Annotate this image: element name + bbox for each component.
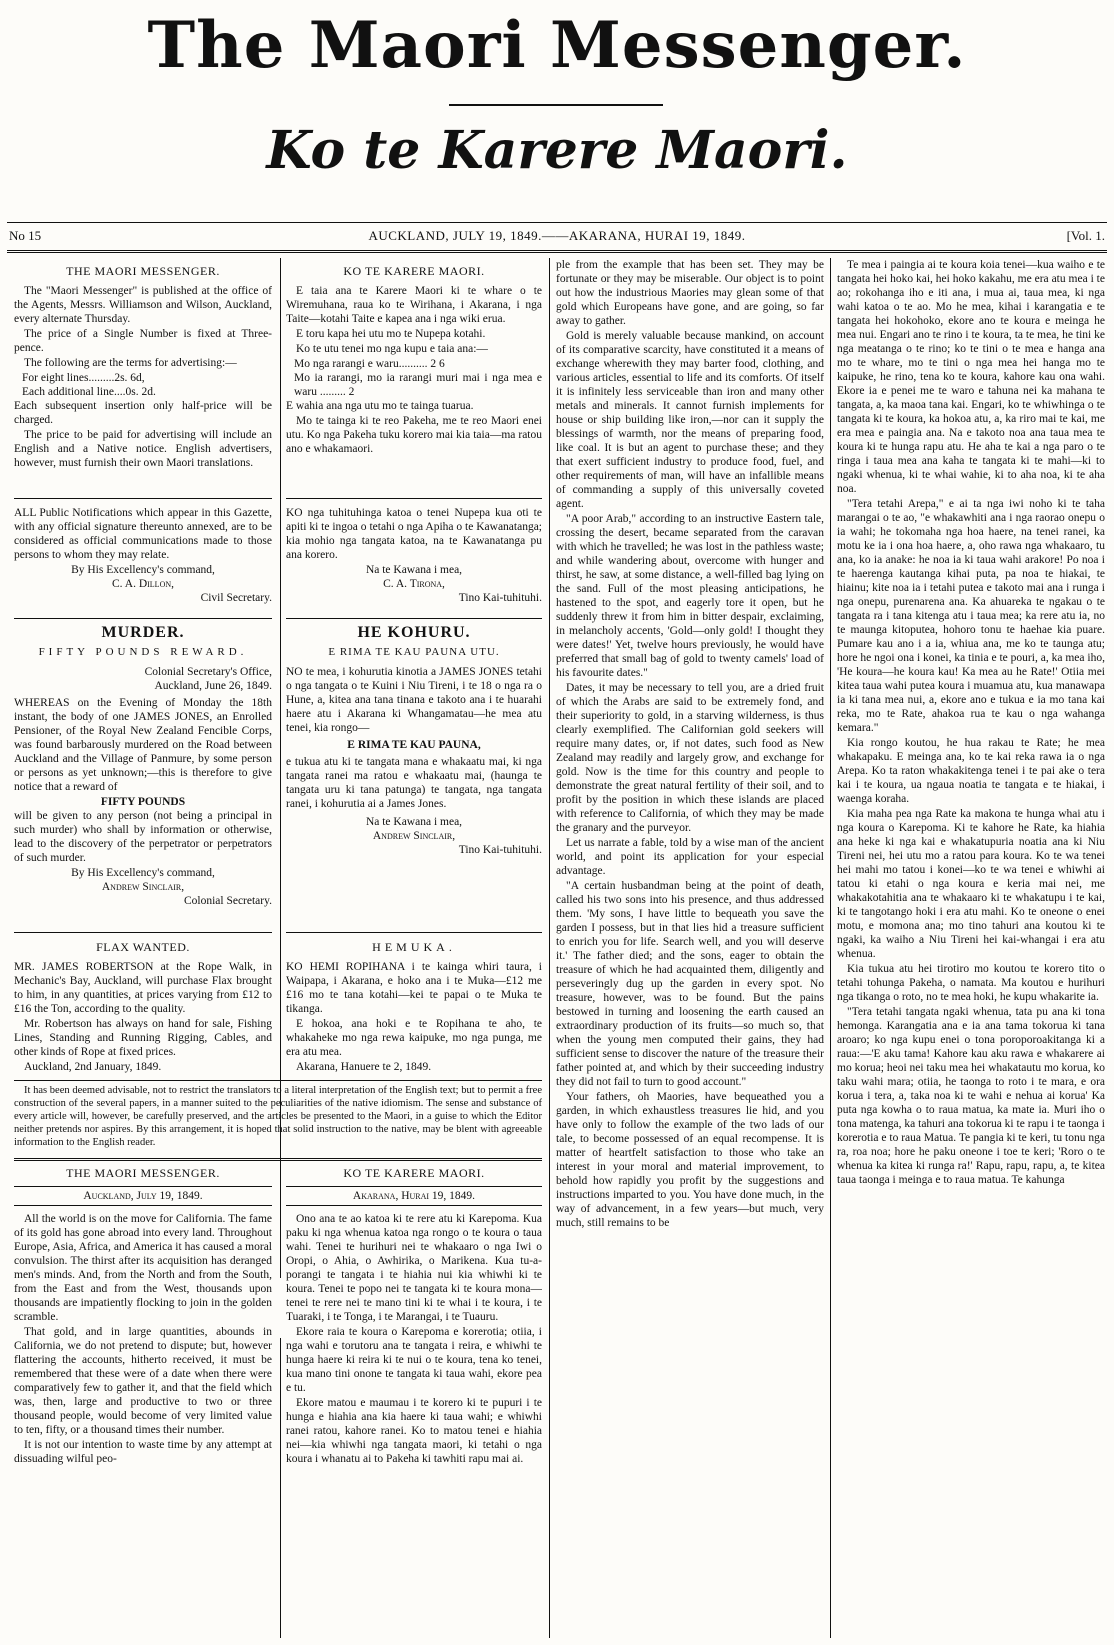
- section-rule: [14, 498, 272, 499]
- editorial-maori: [286, 1164, 542, 1639]
- paragraph: Te mea i paingia ai te koura koia tenei—kua waiho e te tangata hei hoko kai, hei hoko kakahu, me era atu mea i te ao; rokohanga iho e iti ana, i mua ai, taua mea, ki nga wahi katoa o te ao. Mo he mea, kihai i karangatia e te tangata hei hokohoko, ekore ano te koura e meinga he mea nui. Engari ano te rino i te koura, ta te mea, he tini ke nga meatanga o te rino; ko te tini o te mea e hanga ana mo te whare, mo te tini o nga mea hei hanga mo te kaipuke, he rino, tena ko te koura, kahore kau ona wahi. Ekore ia e penei me te waro e tahuna nei ka mahana te tangata, a, ka maoa tana kai. Engari, ko te whiwhinga o te tangata ki te koura, ka hokoa atu, a, ka riro mai te kai, me era mea e paingia ana. Na e takoto noa ana taua mea te koura ki te hunga rapu atu. He aha te kai a nga paro o te ringa i taua mea ana kaha te tangata ki te mahi—ki to ngaki whenua, ki te whai wahie, ki to aha noa, ki te aha noa.: [837, 259, 1105, 495]
- paragraph: NO te mea, i kohurutia kinotia a JAMES JONES tetahi o nga tangata o te Kuini i Niu Tireni, i te 18 o nga ra o Hune, a, kitea ana tana tinana e takoto ana i te huarahi haere atu i Akarana ki Whangamatau—he mea atu tenei, kia rongo—: [286, 666, 542, 734]
- paragraph: Dates, it may be necessary to tell you, are a dried fruit of which the Arabs are said to be extremely fond, and their superiority to gold, in a starving wilderness, is thus clearly exemplified. The Californian gold seekers will require many dates, or, if not dates, such food as New Zealand may readily and largely grow, and exchange for gold. Now is the time for this country and people to demonstrate the great natural fertility of their soil, and to profit by the position in which these islands are placed with reference to California, of which they may be made the granary and the purveyor.: [556, 682, 824, 834]
- section-heading: HEMUKA.: [372, 940, 456, 954]
- signature-title: Tino Kai-tuhituhi.: [458, 592, 542, 604]
- masthead-subtitle: Ko te Karere Maori.: [266, 120, 848, 181]
- section-rule: [14, 932, 272, 933]
- rate-line: For eight lines.........2s. 6d,: [22, 372, 145, 384]
- paragraph: Kia maha pea nga Rate ka makona te hunga whai atu i nga koura o Karepoma. Ki te kahore he Rate, ka hiahia ana heke ki nga kai e whakatupuria noatia ana ki Niu Tireni nei, hei utu mo a ratou para koura. Ko te wa tenei hei mahi mo tatou i konei—ko te wa tenei e whiwhi ai tatou ki etahi o nga koura e keria mai nei, me whakakotahitia ana te whakaaro ki te whakatupu i te kai, ki te tangotango hoki i era atu mahi. Ko te oneone o enei motu, e momona ana; mo tino tahuri ana koutou ki te ngaki, ka waiho a Niu Tireni hei kai-whangai i era atu whenua.: [837, 808, 1105, 960]
- signature-name: C. A. Dillon,: [111, 578, 174, 590]
- paragraph: Mr. Robertson has always on hand for sale, Fishing Lines, Standing and Running Rigging, Cables, and other kinds of Rope at fixed prices.: [14, 1018, 272, 1058]
- paragraph: All the world is on the move for California. The fame of its gold has gone abroad into every land. Throughout Europe, Asia, Africa, and America it has caused a moral convulsion. The thirst after its acquisition has deranged men's minds. And, from the North and from the South, from the East and from the West, thousands upon thousands are impatiently flocking to join in the golden scramble.: [14, 1213, 272, 1323]
- reward-heading: FIFTY POUNDS REWARD.: [38, 646, 248, 658]
- paragraph: Auckland, 2nd January, 1849.: [24, 1061, 162, 1073]
- paragraph: ple from the example that has been set. They may be fortunate or they may be miserable. Our object is to point out how the industrious Maories may glean some of that gold which Europeans have gone, and are going, so far away to gather.: [556, 259, 824, 327]
- paragraph: Kia rongo koutou, he hua rakau te Rate; he mea whakapaku. E meinga ana, ko te kai reka rawa ia o nga Arepa. Ko ta raton whakakitenga tenei i te pai ake o tera kai i te koura, ua ngaua noatia te tangata e te hiakai, i waenga koraha.: [837, 737, 1105, 805]
- paragraph: Let us narrate a fable, told by a wise man of the ancient world, and point its application for your especial advantage.: [556, 837, 824, 877]
- paragraph: Mo te tainga ki te reo Pakeha, me te reo Maori enei utu. Ko nga Pakeha tuku korero mai kia taia—ma ratou ano e whakamaori.: [286, 415, 542, 455]
- section-heading: KO TE KARERE MAORI.: [343, 264, 485, 278]
- paragraph: WHEREAS on the Evening of Monday the 18th instant, the body of one JAMES JONES, an Enrolled Pensioner, of the Royal New Zealand Fencible Corps, was found barbarously murdered on the Road between Auckland and the Village of Panmure, by some person or persons as yet unknown;—this is therefore to give notice that a reward of: [14, 697, 272, 793]
- paragraph: MR. JAMES ROBERTSON at the Rope Walk, in Mechanic's Bay, Auckland, will purchase Flax brought to him, in any quantities, at prices varying from £12 to £16 the Ton, according to the quality.: [14, 961, 272, 1015]
- signature-name: C. A. Tirona,: [383, 578, 445, 590]
- section-rule: [286, 498, 542, 499]
- paragraph: The price of a Single Number is fixed at Three-pence.: [14, 328, 272, 354]
- paragraph: Each subsequent insertion only half-price will be charged.: [14, 400, 272, 426]
- rate-line: Mo ia rarangi, mo ia rarangi muri mai i nga mea e waru ......... 2: [294, 372, 542, 398]
- paragraph: KO nga tuhituhinga katoa o tenei Nupepa kua oti te apiti ki te ingoa o tetahi o nga Apiha o te Kawanatanga; kia mohio nga tangata katoa, na te Kawanatanga pu ana korero.: [286, 507, 542, 561]
- section-rule: [14, 1158, 542, 1161]
- section-heading: THE MAORI MESSENGER.: [66, 1166, 220, 1180]
- issue-date: AUCKLAND, JULY 19, 1849.——AKARANA, HURAI 19, 1849.: [368, 228, 746, 243]
- column-divider: [280, 1338, 281, 1638]
- paragraph: Akarana, Hanuere te 2, 1849.: [296, 1061, 432, 1073]
- issue-number: No 15: [9, 228, 42, 243]
- editorial-english-continued: [556, 258, 824, 1638]
- paragraph: "Tera tetahi Arepa," e ai ta nga iwi noho ki te taha marangai o te ao, "e whakawhiti ana i nga raorao onepu o ia wahi; he tokomaha nga hoa haere, na tenei ranei, ka motu ke ia i ona hoa haere, a, oho rawa nga whakaaro, tu ana, ko ia anake: he noa ia ki taua wahi arakore! Po noa i te haerenga kautanga kihai puta, pa noa te hiakai, te hiainu; kite noa ia i tetahi putea e takoto mai ana i runga i nga onepu, purenarena ana. Ka ahuareka te ngakau o te tangata ra i tana kitenga atu i taua mea; ka rere atu ia, no te maunga kitoputea, hohoro tonu te haehae kia puare. Pumare kau ano i a ia, whiua ana, me ko te taunga atu; hore he ngoi ona i konei, ka tinia e te pouri, a, ka mea iho, 'He koura—he koura kau! Ka mea au he Rate!' Otiia mei kitea taua wahi putea koura i muamua atu, kua manawapa ia ki tana mea nui, a, ekore ano e tukua e ia mo tana kai reka, mo te Rate, ahakoa rua te kau o nga wahanga kemara.": [837, 498, 1105, 734]
- signature-line: By His Excellency's command,: [71, 564, 215, 576]
- dateline-top-rule: [7, 222, 1107, 223]
- paragraph: It is not our intention to waste time by any attempt at dissuading wilful peo-: [14, 1439, 272, 1465]
- paragraph: E wahia ana nga utu mo te tainga tuarua.: [286, 400, 474, 412]
- paragraph: The price to be paid for advertising will include an English and a Native notice. English advertisers, however, must furnish their own Maori translations.: [14, 429, 272, 469]
- editorial-maori-continued: [837, 258, 1105, 1638]
- paragraph: E taia ana te Karere Maori ki te whare o te Wiremuhana, raua ko te Wirihana, i Akarana, i nga Taite—kotahi Taite e kapea ana i nga wiki erua.: [286, 285, 542, 325]
- office-date: Auckland, June 26, 1849.: [154, 680, 272, 692]
- section-heading: HE KOHURU.: [357, 624, 471, 641]
- section-heading: MURDER.: [101, 624, 185, 641]
- editorial-date: Auckland, July 19, 1849.: [14, 1186, 272, 1206]
- column-divider: [830, 258, 831, 1638]
- section-rule: [286, 618, 542, 619]
- terms-english: [14, 262, 272, 526]
- reward-heading: E RIMA TE KAU PAUNA UTU.: [328, 646, 500, 658]
- paragraph: e tukua atu ki te tangata mana e whakaatu mai, ki nga tangata ranei ma ratou e whakaatu mai, (haunga te tangata uru ki tana patunga) te tangata, nga tangata ranei, i kohurutia ai a James Jones.: [286, 756, 542, 810]
- paragraph: Kia tukua atu hei tirotiro mo koutou te korero tito o tetahi tohunga Pakeha, o namata. Ma koutou e hurihuri nga tikanga o roto, no te mea hoki, he kupu whakarite ia.: [837, 963, 1105, 1003]
- section-heading: FLAX WANTED.: [96, 940, 190, 954]
- paragraph: Your fathers, oh Maories, have bequeathed you a garden, in which exhaustless treasures lie hid, and you have only to follow the example of the two lads of our tale, to become possessed of an equal recompense. It is matter of heartfelt satisfaction to those who take an interest in your moral and material improvement, to behold how rapidly you profit by the suggestions and instructions imparted to you. You have done much, in the way of advancement, in a few years—but much, very much, still remains to be: [556, 1091, 824, 1229]
- signature-line: Na te Kawana i mea,: [365, 564, 463, 576]
- section-rule: [14, 618, 272, 619]
- section-rule: [14, 1080, 542, 1081]
- rate-line: Each additional line....0s. 2d.: [22, 386, 156, 398]
- signature-name: Andrew Sinclair,: [372, 830, 456, 842]
- paragraph: The "Maori Messenger" is published at the office of the Agents, Messrs. Williamson and Wilson, Auckland, every alternate Thursday.: [14, 285, 272, 325]
- flax-wanted-maori: [286, 938, 542, 1076]
- masthead-rule: [449, 104, 663, 106]
- paragraph: That gold, and in large quantities, abounds in California, we do not pretend to dispute; but, however flattering the accounts, hitherto received, it must be remembered that these were of a date when there were comparatively few to gather it, and that the field which was, then, large and productive to two or three thousand people, would become of very limited value to ten, fifty, or a thousand times their number.: [14, 1326, 272, 1436]
- reward-amount: E RIMA TE KAU PAUNA,: [347, 739, 481, 751]
- paragraph: Ono ana te ao katoa ki te rere atu ki Karepoma. Kua paku ki nga whenua katoa nga rongo o te koura o taua wahi. Tenei te hurihuri nei te whakaaro o nga Iwi o Oropi, o Ahia, o Awhirika, o Marikena. Kua tu-a-porangi te tangata i te hiahia nui kia whiwhi ki te koura. Tenei te popo nei te tangata ki te koura mona—tenei te rere nei te mano tini ki te whai i te koura, i te Tuaraki, i te Tonga, i te Marangai, i te Tuauru.: [286, 1213, 542, 1323]
- column-divider: [549, 258, 550, 1638]
- signature-line: Na te Kawana i mea,: [365, 816, 463, 828]
- paragraph: "A poor Arab," according to an instructive Eastern tale, crossing the desert, became separated from the caravan with which he travelled; he was lost in the pathless waste; and while wandering about, overcome with hunger and thirst, he saw, at some distance, a well-filled bag lying on the sand. Full of the most pleasing anticipations, he hastened to the spot, and eagerly tore it open, but he suddenly threw it from him in bitter despair, exclaiming, in melancholy accents, 'Gold—only gold! I thought they were dates!' Yet, twelve hours previously, he would have preferred that small bag of gold to twenty camels' load of his favourite dates.": [556, 513, 824, 679]
- paragraph: Ekore raia te koura o Karepoma e korerotia; otiia, i nga wahi e torutoru ana te tangata i reira, e whiwhi te hunga haere ki reira ki te nui o te koura, tena ko tenei, kua mano tini onone te tangata ki taua wahi, ekore pea e tu.: [286, 1326, 542, 1394]
- notice-maori: [286, 506, 542, 618]
- volume-number: [Vol. 1.: [1066, 228, 1105, 243]
- signature-title: Civil Secretary.: [200, 592, 272, 604]
- notice-english: [14, 506, 272, 618]
- paragraph: The following are the terms for advertising:—: [24, 357, 237, 369]
- signature-title: Tino Kai-tuhituhi.: [458, 844, 542, 856]
- paragraph: It has been deemed advisable, not to restrict the translators to a literal interpretation of the English text; but to permit a free construction of the several papers, in a manner suited to the peculiarities of the native idiomism. The sense and substance of every article will, however, be carefully preserved, and the articles be presented to the Maori, in a guise to which the Editor neither pretends nor aspires. By this arrangement, it is hoped that solid instruction to the native, may be blent with agreeable information to the English reader.: [14, 1085, 542, 1148]
- translator-note: [14, 1084, 542, 1156]
- paragraph: Gold is merely valuable because mankind, on account of its comparative scarcity, have constituted it a means of exchange wherewith they may barter food, clothing, and various articles, essential to life and its comforts. Of itself it is infinitely less serviceable than iron and many other metals and minerals. It cannot furnish implements for house or ship building like iron,—nor can it supply the blessings of warmth, nor the means of preparing food, like coal. It is but an agent to purchase these; and they that exert sufficient industry to produce food, fuel, and other requirements of man, will have an infallible means of commanding a supply of this universally coveted agent.: [556, 330, 824, 510]
- editorial-english: [14, 1164, 272, 1639]
- section-rule: [286, 932, 542, 933]
- flax-wanted-english: [14, 938, 272, 1076]
- reward-amount: FIFTY POUNDS: [100, 796, 186, 808]
- signature-line: By His Excellency's command,: [71, 867, 215, 879]
- paragraph: E toru kapa hei utu mo te Nupepa kotahi.: [296, 328, 486, 340]
- signature-name: Andrew Sinclair,: [101, 881, 185, 893]
- section-heading: THE MAORI MESSENGER.: [66, 264, 220, 278]
- masthead-title: The Maori Messenger.: [147, 8, 967, 83]
- paragraph: "A certain husbandman being at the point of death, called his two sons into his presence, and thus addressed them. 'My sons, I have little to bequeath you save the garden I possess, but in that lies hid a treasure sufficient to enrich you for life. Search well, and you will deserve it.' The father died; and the sons, eager to obtain the treasure of which he had acquainted them, diligently and perseveringly dug up the garden in every spot. No treasure, however, was to be found. But the pains bestowed in turning and loosening the earth caused an extraordinary production of its fruits—so much so, that when the young men computed their gains, they had sufficient sense to discover the nature of the treasure their father pointed at, and which by their succeeding industry they did not fail to turn to good account.": [556, 880, 824, 1088]
- rate-line: Mo nga rarangi e waru.......... 2 6: [294, 358, 445, 370]
- dateline-bottom-rule: [7, 250, 1107, 253]
- dateline: [7, 226, 1107, 248]
- paragraph: E hokoa, ana hoki e te Ropihana te aho, te whakaheke mo nga rewa kaipuke, mo nga punga, me era atu mea.: [286, 1018, 542, 1058]
- section-heading: KO TE KARERE MAORI.: [343, 1166, 485, 1180]
- signature-title: Colonial Secretary.: [183, 895, 272, 907]
- editorial-date: Akarana, Hurai 19, 1849.: [286, 1186, 542, 1206]
- paragraph: "Tera tetahi tangata ngaki whenua, tata pu ana ki tona hemonga. Karangatia ana e ia ana tama tokorua ki tana aroaro; ko nga kupu enei o tona poroporoakitanga ki a raua:—'E aku tama! Kahore kau aku rawa e whakarere ai mo korua; heoi nei taku mea hei whakatautu mo korua, ko taku wahi mara; otiia, he taonga to roto i te mara, e ora korua i tera, a, taka noa ki te wahi e nehua ai korua' Ka puta nga kowha o to raua matua, ka mate ia. Muri iho o tona matenga, ka tahuri ana tokorua ki te rapu i te taonga i korerotia e to raua Matua. Te pangia ki te keri, tu tonu nga ra, roa noa; hore he paku oneone i toe te keri; 'Roro o te whenua ka kitea ki runga ra!' Rapu, rapu, rapu, a, te kitea taua taonga i meinga e to raua matua. Te kahunga: [837, 1006, 1105, 1186]
- paragraph: Ko te utu tenei mo nga kupu e taia ana:—: [296, 343, 488, 355]
- murder-notice-english: [14, 624, 272, 932]
- office-line: Colonial Secretary's Office,: [144, 666, 272, 678]
- murder-notice-maori: [286, 624, 542, 932]
- paragraph: KO HEMI ROPIHANA i te kainga whiri taura, i Waipapa, i Akarana, e hoko ana i te Muka—£12 me £16 mo te tana kotahi—kei te papai o te Muka te tikanga.: [286, 961, 542, 1015]
- paragraph: ALL Public Notifications which appear in this Gazette, with any official signature thereunto annexed, are to be considered as official communications made to those persons to whom they may relate.: [14, 507, 272, 561]
- paragraph: Ekore matou e maumau i te korero ki te pupuri i te hunga e hiahia ana kia haere ki taua wahi; e whiwhi ranei ratou, kahore ranei. Ko to matou tenei e hiahia nei—kia whiwhi nga tangata maori, ki tetahi o nga koura i whanatu ai to Pakeha ki tawhiti rapu mai ai.: [286, 1397, 542, 1465]
- terms-maori: [286, 262, 542, 496]
- paragraph: will be given to any person (not being a principal in such murder) who shall by information or otherwise, lead to the discovery of the perpetrator or perpetrators of such murder.: [14, 810, 272, 864]
